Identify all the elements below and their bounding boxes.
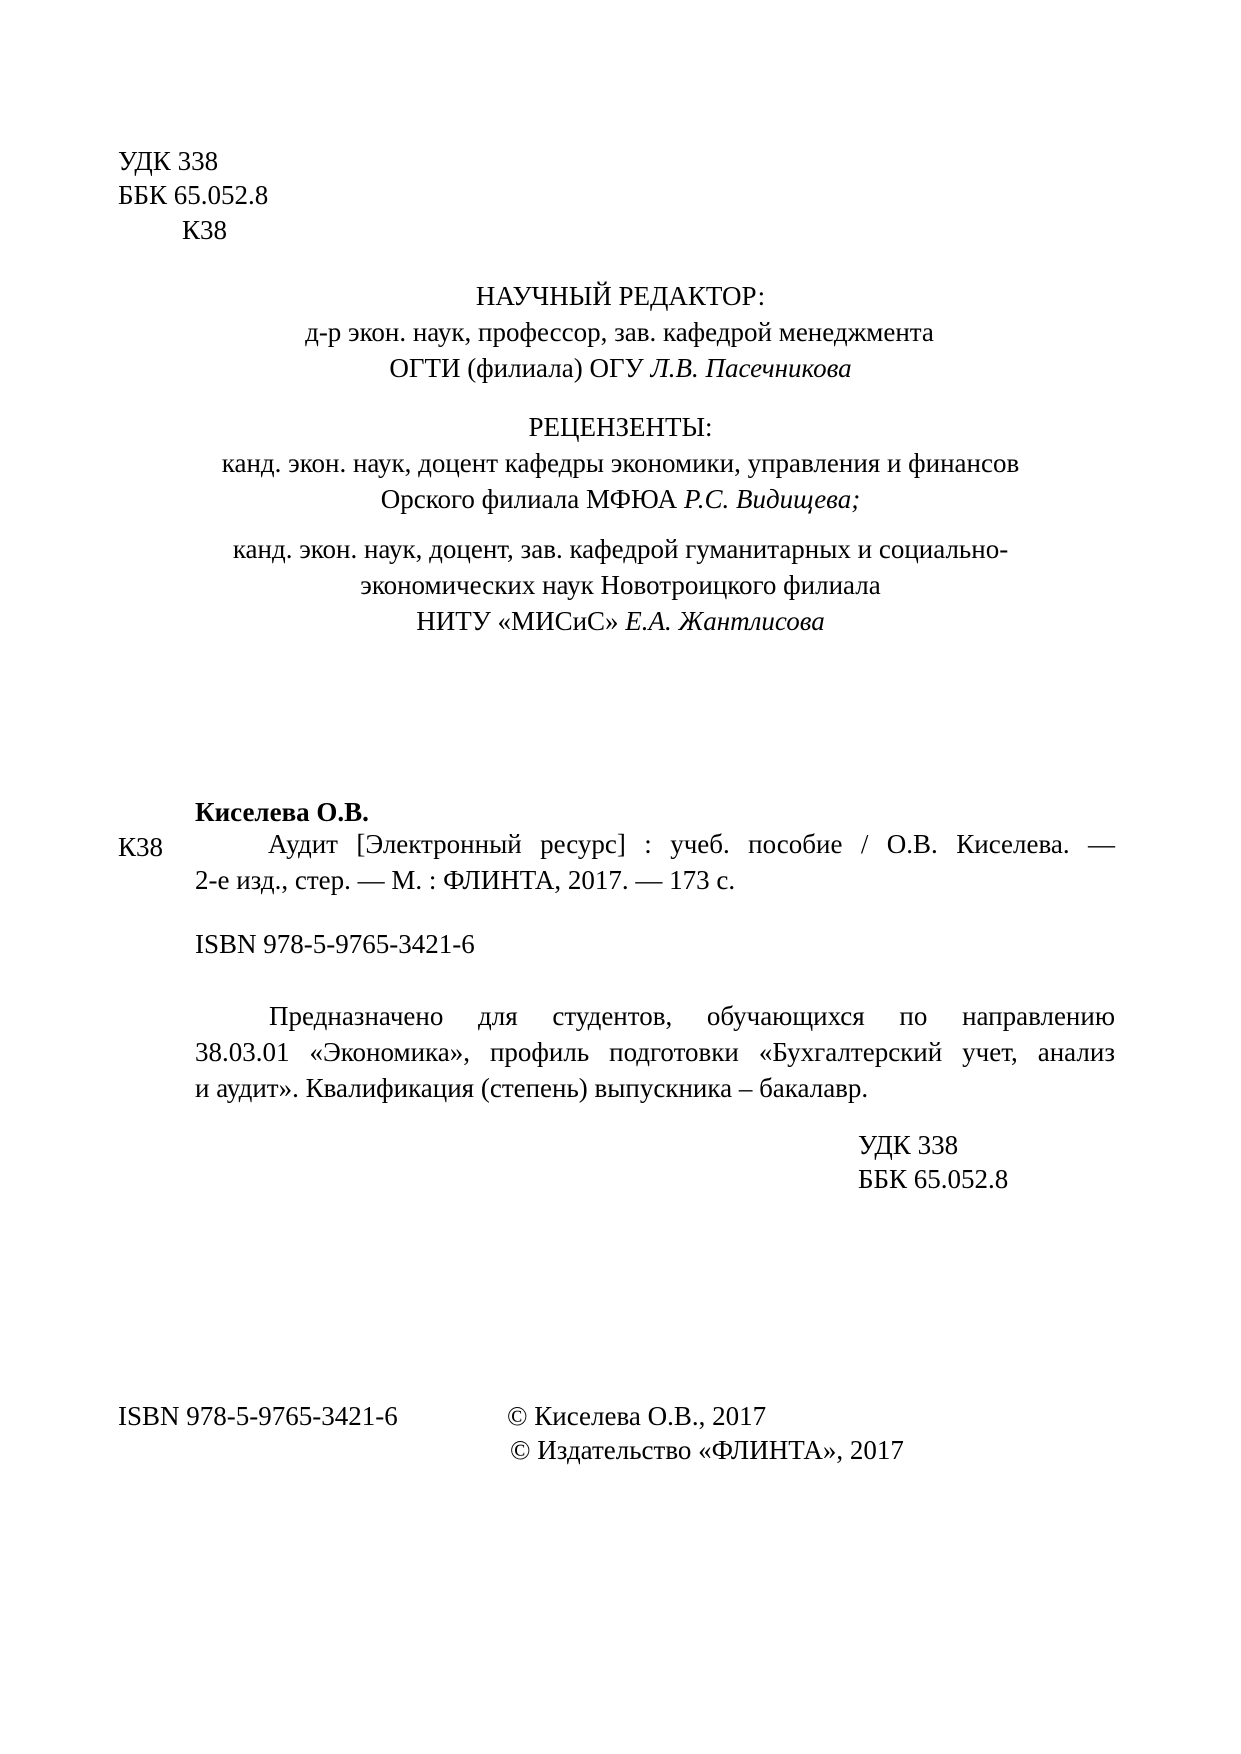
reviewer-2-block — [0, 531, 1241, 639]
reviewer-1-org: Орского филиала МФЮА — [380, 484, 684, 514]
reviewer-2-name: Е.А. Жантлисова — [625, 606, 825, 636]
annotation-line-2: 38.03.01 «Экономика», профиль подготовки «Бухгалтерский учет, анализ — [195, 1037, 1115, 1067]
udk-code: УДК 338 — [118, 146, 219, 176]
bbk-code-bottom: ББК 65.052.8 — [858, 1164, 1009, 1194]
reviewer-2-title: канд. экон. наук, доцент, зав. кафедрой гуманитарных и социально- — [232, 534, 1009, 564]
bibliographic-mark: К38 — [118, 832, 164, 862]
scientific-editor-heading: НАУЧНЫЙ РЕДАКТОР: — [475, 281, 766, 311]
annotation-line-1: Предназначено для студентов, обучающихся по направлению — [269, 1001, 1115, 1031]
bbk-code: ББК 65.052.8 — [118, 180, 269, 210]
bibliographic-author: Киселева О.В. — [195, 797, 369, 827]
annotation-line-3: и аудит». Квалификация (степень) выпускника – бакалавр. — [195, 1073, 869, 1103]
copyright-publisher: © Издательство «ФЛИНТА», 2017 — [510, 1435, 904, 1465]
bibliographic-isbn: ISBN 978-5-9765-3421-6 — [195, 929, 475, 959]
reviewer-1-affiliation — [0, 481, 1241, 517]
bibliographic-description-line-1: Аудит [Электронный ресурс] : учеб. пособие / О.В. Киселева. — — [268, 829, 1115, 859]
scientific-editor-name: Л.В. Пасечникова — [650, 353, 852, 383]
scientific-editor-org: ОГТИ (филиала) ОГУ — [389, 353, 651, 383]
scientific-editor-title: д-р экон. наук, профессор, зав. кафедрой менеджмента — [305, 317, 934, 347]
annotation — [195, 998, 1115, 1106]
scientific-editor-block — [0, 278, 1241, 386]
reviewer-2-affiliation — [0, 603, 1241, 639]
udk-code-bottom: УДК 338 — [858, 1130, 959, 1160]
copyright-author: © Киселева О.В., 2017 — [507, 1401, 767, 1431]
author-mark: К38 — [182, 215, 228, 245]
reviewers-block — [0, 409, 1241, 517]
scientific-editor-affiliation — [0, 350, 1241, 386]
bibliographic-description — [195, 826, 1115, 898]
footer-isbn: ISBN 978-5-9765-3421-6 — [118, 1401, 398, 1431]
reviewers-heading: РЕЦЕНЗЕНТЫ: — [528, 412, 713, 442]
reviewer-1-title: канд. экон. наук, доцент кафедры экономики, управления и финансов — [221, 448, 1020, 478]
reviewer-2-department: экономических наук Новотроицкого филиала — [360, 570, 881, 600]
reviewer-1-name: Р.С. Видищева; — [683, 484, 861, 514]
reviewer-2-org: НИТУ «МИСиС» — [416, 606, 626, 636]
bibliographic-description-line-2: 2-е изд., стер. — М. : ФЛИНТА, 2017. — 173 с. — [195, 865, 736, 895]
